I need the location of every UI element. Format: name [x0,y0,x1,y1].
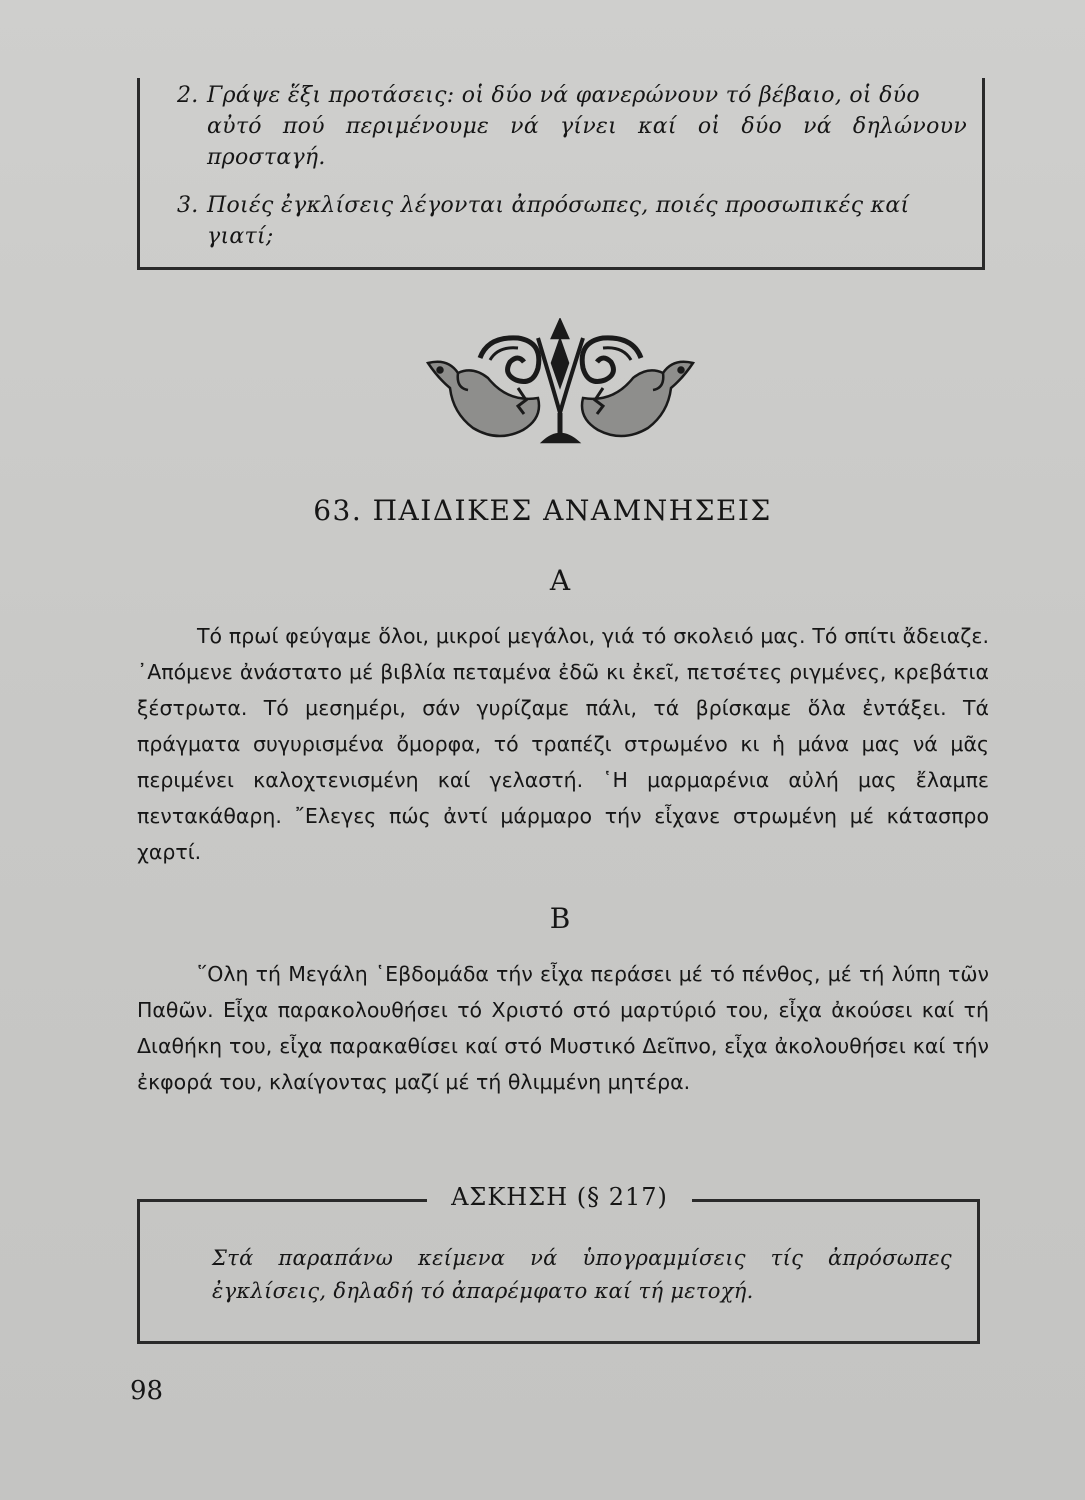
paragraph-a-text: Τό πρωί φεύγαμε ὅλοι, μικροί μεγάλοι, γιά τό σκολειό μας. Τό σπίτι ἄδειαζε. ᾿Απόμενε ἀνάστατο μέ βιβλία πεταμένα ἐδῶ κι ἐκεῖ, πετσέτες ριγμένες, κρεβάτια ξέστρωτα. Τό μεσημέρι, σάν γυρίζαμε πάλι, τά βρίσκαμε ὅλα ἐντάξει. Τά πράγματα συγυρισμένα ὄμορφα, τό τραπέζι στρωμένο κι ἡ μάνα μας νά μᾶς περιμένει καλοχτενισμένη καί γελαστή. ῾Η μαρμαρένια αὐλή μας ἔλαμπε πεντακάθαρη. ῎Ελεγες πώς ἀντί μάρμαρο τήν εἶχανε στρωμένη μέ κάτασπρο χαρτί. [137,624,989,864]
birds-scroll-ornament-icon [418,318,703,448]
question-number: 3. [177,193,199,218]
question-2 [177,80,967,173]
page-number: 98 [130,1376,164,1406]
paragraph-a [137,618,989,870]
exercise-text: Στά παραπάνω κείμενα νά ὑπογραμμίσεις τίς ἀπρόσωπες ἐγκλίσεις, δηλαδή τό ἀπαρέμφατο καί τή μετοχή. [212,1246,952,1303]
question-3 [177,190,967,252]
question-text-continued: γιατί; [207,224,274,249]
question-text-continued: αὐτό πού περιμένουμε νά γίνει καί οἱ δύο νά δηλώνουν προσταγή. [207,114,967,170]
question-text: Γράψε ἕξι προτάσεις: οἱ δύο νά φανερώνουν τό βέβαιο, οἱ δύο [207,83,920,108]
question-number: 2. [177,83,199,108]
exercise-box [137,1200,980,1344]
lesson-title: 63. ΠΑΙΔΙΚΕΣ ΑΝΑΜΝΗΣΕΙΣ [313,494,772,527]
exercise-heading: ΑΣΚΗΣΗ (§ 217) [451,1183,668,1211]
section-heading-a: Α [549,564,571,597]
section-heading-b: Β [549,902,571,935]
paragraph-b [137,956,989,1100]
paragraph-b-text: ῞Ολη τή Μεγάλη ῾Εβδομάδα τήν εἶχα περάσει μέ τό πένθος, μέ τή λύπη τῶν Παθῶν. Εἶχα παρακολουθήσει τό Χριστό στό μαρτύριό του, εἶχα ἀκούσει καί τή Διαθήκη του, εἶχα παρακαθίσει καί στό Μυστικό Δεῖπνο, εἶχα ἀκολουθήσει καί τήν ἐκφορά του, κλαίγοντας μαζί μέ τή θλιμμένη μητέρα. [137,962,989,1094]
exercise-questions-box [137,78,985,270]
question-text: Ποιές ἐγκλίσεις λέγονται ἀπρόσωπες, ποιές προσωπικές καί [207,193,910,218]
